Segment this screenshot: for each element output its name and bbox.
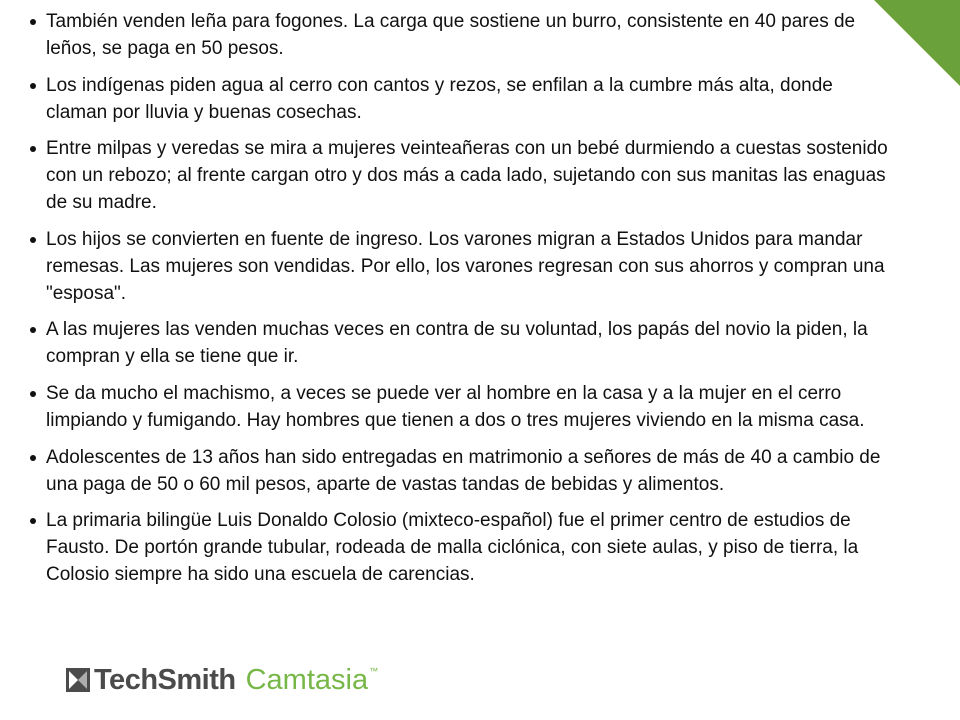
- bullet-item: [10, 135, 890, 216]
- bullet-dot-icon: [30, 237, 36, 243]
- bullet-item: [10, 507, 890, 588]
- logo-product: Camtasia: [245, 663, 369, 696]
- bullet-dot-icon: [30, 146, 36, 152]
- bullet-item: [10, 380, 890, 434]
- techsmith-mark-icon: [66, 668, 90, 692]
- bullet-text: También venden leña para fogones. La carga que sostiene un burro, consistente en 40 pares de leños, se paga en 50 pesos.: [46, 11, 856, 59]
- bullet-text: La primaria bilingüe Luis Donaldo Colosio (mixteco-español) fue el primer centro de estudios de Fausto. De portón grande tubular, rodeada de malla ciclónica, con siete aulas, y piso de tierra, la Colosio siempre ha sido una escuela de carencias.: [46, 510, 859, 586]
- bullet-item: [10, 226, 890, 307]
- bullet-text: Adolescentes de 13 años han sido entregadas en matrimonio a señores de más de 40 a cambio de una paga de 50 o 60 mil pesos, aparte de vastas tandas de bebidas y alimentos.: [46, 446, 881, 495]
- logo-trademark: ™: [369, 666, 379, 676]
- bullet-text: Se da mucho el machismo, a veces se puede ver al hombre en la casa y a la mujer en el cerro limpiando y fumigando. Hay hombres que tienen a dos o tres mujeres viviendo en la misma casa.: [46, 382, 865, 431]
- techsmith-camtasia-logo: [66, 660, 378, 700]
- bullet-item: [10, 72, 890, 126]
- bullet-item: [10, 8, 890, 62]
- bullet-dot-icon: [30, 19, 36, 25]
- bullet-dot-icon: [30, 391, 36, 397]
- bullet-dot-icon: [30, 518, 36, 524]
- bullet-dot-icon: [30, 327, 36, 333]
- bullet-text: Entre milpas y veredas se mira a mujeres veinteañeras con un bebé durmiendo a cuestas sostenido con un rebozo; al frente cargan otro y dos más a cada lado, sujetando con sus manitas las enaguas de su madre.: [46, 138, 888, 214]
- bullet-text: A las mujeres las venden muchas veces en contra de su voluntad, los papás del novio la piden, la compran y ella se tiene que ir.: [46, 319, 868, 368]
- bullet-text: Los indígenas piden agua al cerro con cantos y rezos, se enfilan a la cumbre más alta, donde claman por lluvia y buenas cosechas.: [46, 74, 833, 123]
- bullet-item: [10, 316, 890, 370]
- bullet-dot-icon: [30, 83, 36, 89]
- bullet-item: [10, 444, 890, 498]
- bullet-list: [10, 8, 890, 598]
- bullet-text: Los hijos se convierten en fuente de ingreso. Los varones migran a Estados Unidos para mandar remesas. Las mujeres son vendidas. Por ello, los varones regresan con sus ahorros y compran una "esposa".: [46, 228, 885, 304]
- bullet-dot-icon: [30, 455, 36, 461]
- logo-brand: TechSmith: [94, 663, 236, 696]
